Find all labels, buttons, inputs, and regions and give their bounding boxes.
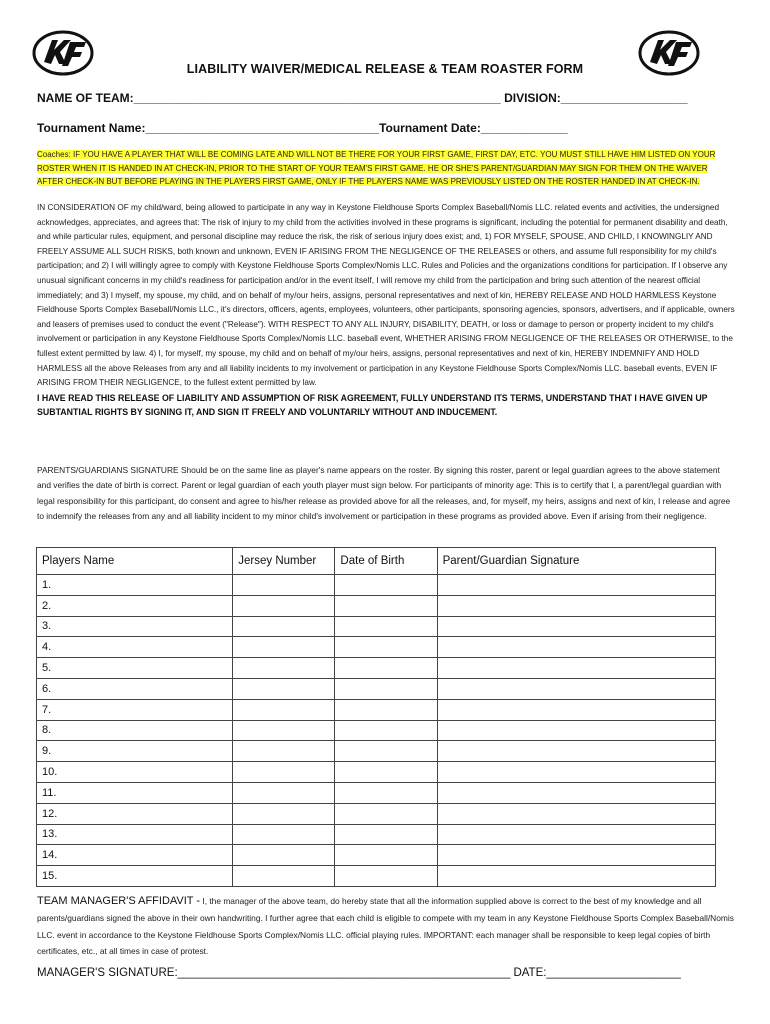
signature-cell[interactable] <box>437 637 715 658</box>
date-of-birth-cell[interactable] <box>335 741 437 762</box>
affidavit-lead: TEAM MANAGER'S AFFIDAVIT - <box>37 895 201 907</box>
player-name-cell[interactable]: 6. <box>37 678 233 699</box>
date-of-birth-cell[interactable] <box>335 575 437 596</box>
manager-signature-line <box>37 967 681 979</box>
roster-row <box>37 616 716 637</box>
signature-cell[interactable] <box>437 699 715 720</box>
team-name-label: NAME OF TEAM: <box>37 91 134 105</box>
player-name-cell[interactable]: 5. <box>37 658 233 679</box>
signature-cell[interactable] <box>437 616 715 637</box>
date-of-birth-cell[interactable] <box>335 678 437 699</box>
player-name-cell[interactable]: 7. <box>37 699 233 720</box>
date-of-birth-cell[interactable] <box>335 699 437 720</box>
roster-row <box>37 845 716 866</box>
player-name-cell[interactable]: 10. <box>37 762 233 783</box>
signature-cell[interactable] <box>437 782 715 803</box>
division-label: DIVISION: <box>504 91 561 105</box>
signature-cell[interactable] <box>437 762 715 783</box>
date-of-birth-cell[interactable] <box>335 866 437 887</box>
date-of-birth-header: Date of Birth <box>335 548 437 575</box>
release-section <box>37 201 737 420</box>
signature-header: Parent/Guardian Signature <box>437 548 715 575</box>
date-field[interactable]: _____________________ <box>546 967 681 979</box>
date-label: DATE: <box>513 967 547 979</box>
jersey-number-cell[interactable] <box>233 762 335 783</box>
player-name-cell[interactable]: 14. <box>37 845 233 866</box>
players-name-header: Players Name <box>37 548 233 575</box>
roster-row <box>37 762 716 783</box>
player-name-cell[interactable]: 3. <box>37 616 233 637</box>
player-name-cell[interactable]: 2. <box>37 595 233 616</box>
date-of-birth-cell[interactable] <box>335 595 437 616</box>
player-name-cell[interactable]: 15. <box>37 866 233 887</box>
tournament-name-label: Tournament Name: <box>37 121 146 135</box>
signature-cell[interactable] <box>437 575 715 596</box>
player-name-cell[interactable]: 1. <box>37 575 233 596</box>
signature-cell[interactable] <box>437 720 715 741</box>
tournament-name-field[interactable]: ___________________________________ <box>145 121 380 135</box>
tournament-date-label: Tournament Date: <box>379 121 481 135</box>
tournament-line <box>37 121 568 135</box>
jersey-number-cell[interactable] <box>233 720 335 741</box>
coaches-notice-text: Coaches: IF YOU HAVE A PLAYER THAT WILL BE COMING LATE AND WILL NOT BE THERE FOR YOUR FIRST GAME, FIRST DAY, ETC. YOU MUST STILL HAVE HIM LISTED ON YOUR ROSTER WHEN IT IS HANDED IN AT CHECK-IN, PRIOR TO THE START OF YOUR TEAM'S FIRST GAME. HE OR SHE'S PARENT/GUARDIAN MAY SIGN FOR THEM ON THE WAIVER AFTER CHECK-IN BUT BEFORE PLAYING IN THE PLAYERS FIRST GAME, ONLY IF THE PLAYERS NAME WAS PREVIOUSLY LISTED ON THE ROSTER HANDED IN AT CHECK-IN. <box>37 150 716 187</box>
jersey-number-cell[interactable] <box>233 741 335 762</box>
jersey-number-cell[interactable] <box>233 699 335 720</box>
roster-row <box>37 699 716 720</box>
jersey-number-cell[interactable] <box>233 658 335 679</box>
team-division-line <box>37 91 688 105</box>
jersey-number-header: Jersey Number <box>233 548 335 575</box>
player-name-cell[interactable]: 9. <box>37 741 233 762</box>
jersey-number-cell[interactable] <box>233 866 335 887</box>
team-manager-affidavit <box>37 893 737 960</box>
parents-guardians-text: PARENTS/GUARDIANS SIGNATURE Should be on the same line as player's name appears on the roster. By signing this roster, parent or legal guardian agrees to the above statement and verifies the date of birth is correct. Parent or legal guardian of each youth player must sign below. For participants of minority age: This is to certify that I, a parent/legal guardian with legal responsibility for this participant, do consent and agree to his/her release as provided above for all the releases, and, for myself, my heirs, assigns and next of kin, I release and agree to indemnify the releases from any and all liability incident to my minor child's involvement or participation in these programs as provided above. Even if arising from their negligence. <box>37 465 731 521</box>
roster-row <box>37 658 716 679</box>
release-body: IN CONSIDERATION OF my child/ward, being allowed to participate in any way in Keystone Fieldhouse Sports Complex Baseball/Nomis LLC. related events and activities, the undersigned acknowledges, appreciates, and agrees that: The risk of injury to my child from the activities involved in these programs is significant, including the potential for permanent disability and death, and while particular rules, equipment, and personal discipline may reduce the risk, the risk of serious injury does exist; and, 1) FOR MYSELF, SPOUSE, AND CHILD, I KNOWINGLIY AND FREELY ASSUME ALL SUCH RISKS, both known and unknown, EVEN IF ARISING FROM THE NEGLIGENCE OF THE RELEASES or others, and assume full responsibility for my child's participation; and 2) I will willingly agree to comply with Keystone Fieldhouse Sports Complex/Nomis LLC. Rules and Policies and the organizations conditions for participation. If I observe any unusual significant concerns in my child's readiness for participation and/or in the event itself, I will remove my child from the participation and bring such attention of the nearest official immediately; and 3) I myself, my spouse, my child, and on behalf of my/our heirs, assigns, personal representatives and next of kin, HEREBY RELEASE AND HOLD HARMLESS Keystone Fieldhouse Sports Complex Baseball/Nomis LLC., it's directors, officers, agents, employees, volunteers, other participants, sponsoring agencies, sponsors, advertisers, and if applicable, owners and leasers of premises used to conduct the event ("Release"). WITH RESPECT TO ANY ALL INJURY, DISABILITY, DEATH, or loss or damage to person or property incident to my child's involvement or participation in any Keystone Fieldhouse Sports Complex/Nomis LLC. baseball event, WHETHER ARISING FROM NEGLIGENCE OF THE RELEASES OR OTHERWISE, to the fullest extent permitted by law. 4) I, for myself, my spouse, my child and on behalf of my/our heirs, assigns, personal representatives and next of kin, HEREBY INDEMNIFY AND HOLD HARMLESS all the above Releases from any and all liability incidents to my involvement or participation in any Keystone Fieldhouse Sports Complex/Nomis LLC. baseball events, EVEN IF ARISING FROM THEIR NEGLIGENCE, to the fullest extent permitted by law. <box>37 203 735 388</box>
signature-cell[interactable] <box>437 803 715 824</box>
jersey-number-cell[interactable] <box>233 845 335 866</box>
roster-row <box>37 866 716 887</box>
date-of-birth-cell[interactable] <box>335 658 437 679</box>
signature-cell[interactable] <box>437 866 715 887</box>
date-of-birth-cell[interactable] <box>335 720 437 741</box>
coaches-notice <box>37 148 727 189</box>
date-of-birth-cell[interactable] <box>335 782 437 803</box>
tournament-date-field[interactable]: _____________ <box>480 121 568 135</box>
jersey-number-cell[interactable] <box>233 595 335 616</box>
date-of-birth-cell[interactable] <box>335 616 437 637</box>
date-of-birth-cell[interactable] <box>335 762 437 783</box>
date-of-birth-cell[interactable] <box>335 824 437 845</box>
roster-row <box>37 678 716 699</box>
jersey-number-cell[interactable] <box>233 575 335 596</box>
roster-row <box>37 824 716 845</box>
roster-header-row <box>37 548 716 575</box>
signature-cell[interactable] <box>437 658 715 679</box>
team-name-field[interactable]: _______________________________________________________ <box>133 91 501 105</box>
manager-signature-label: MANAGER'S SIGNATURE: <box>37 967 178 979</box>
affidavit-text: I, the manager of the above team, do hereby state that all the information supplied above is correct to the best of my knowledge and all parents/guardians signed the above in their own handwriting. I further agree that each child is eligible to compete with my team in any Keystone Fieldhouse Sports Complex Baseball/Nomis LLC. event in accordance to the Keystone Fieldhouse Sports Complex/Nomis LLC. official playing rules. IMPORTANT: each manager shall be responsible to keep legal copies of birth certificates, etc., at all times in case of protest. <box>37 896 734 957</box>
jersey-number-cell[interactable] <box>233 616 335 637</box>
signature-cell[interactable] <box>437 845 715 866</box>
jersey-number-cell[interactable] <box>233 782 335 803</box>
signature-cell[interactable] <box>437 678 715 699</box>
signature-cell[interactable] <box>437 595 715 616</box>
roster-row <box>37 803 716 824</box>
roster-row <box>37 782 716 803</box>
manager-signature-field[interactable]: ____________________________________________________ <box>177 967 511 979</box>
player-name-cell[interactable]: 8. <box>37 720 233 741</box>
player-name-cell[interactable]: 11. <box>37 782 233 803</box>
jersey-number-cell[interactable] <box>233 678 335 699</box>
player-name-cell[interactable]: 12. <box>37 803 233 824</box>
jersey-number-cell[interactable] <box>233 637 335 658</box>
date-of-birth-cell[interactable] <box>335 845 437 866</box>
division-field[interactable]: ___________________ <box>560 91 688 105</box>
roster-row <box>37 741 716 762</box>
form-title: LIABILITY WAIVER/MEDICAL RELEASE & TEAM ROASTER FORM <box>186 62 584 76</box>
jersey-number-cell[interactable] <box>233 803 335 824</box>
roster-row <box>37 575 716 596</box>
roster-row <box>37 720 716 741</box>
player-name-cell[interactable]: 13. <box>37 824 233 845</box>
roster-row <box>37 637 716 658</box>
release-acknowledgement: I HAVE READ THIS RELEASE OF LIABILITY AND ASSUMPTION OF RISK AGREEMENT, FULLY UNDERSTAND ITS TERMS, UNDERSTAND THAT I HAVE GIVEN UP SUBTANTIAL RIGHTS BY SIGNING IT, AND SIGN IT FREELY AND VOLUNTARILY WITHOUT AND INDUCEMENT. <box>37 392 708 418</box>
signature-cell[interactable] <box>437 741 715 762</box>
date-of-birth-cell[interactable] <box>335 637 437 658</box>
date-of-birth-cell[interactable] <box>335 803 437 824</box>
player-name-cell[interactable]: 4. <box>37 637 233 658</box>
roster-table <box>36 547 716 887</box>
signature-cell[interactable] <box>437 824 715 845</box>
jersey-number-cell[interactable] <box>233 824 335 845</box>
roster-row <box>37 595 716 616</box>
